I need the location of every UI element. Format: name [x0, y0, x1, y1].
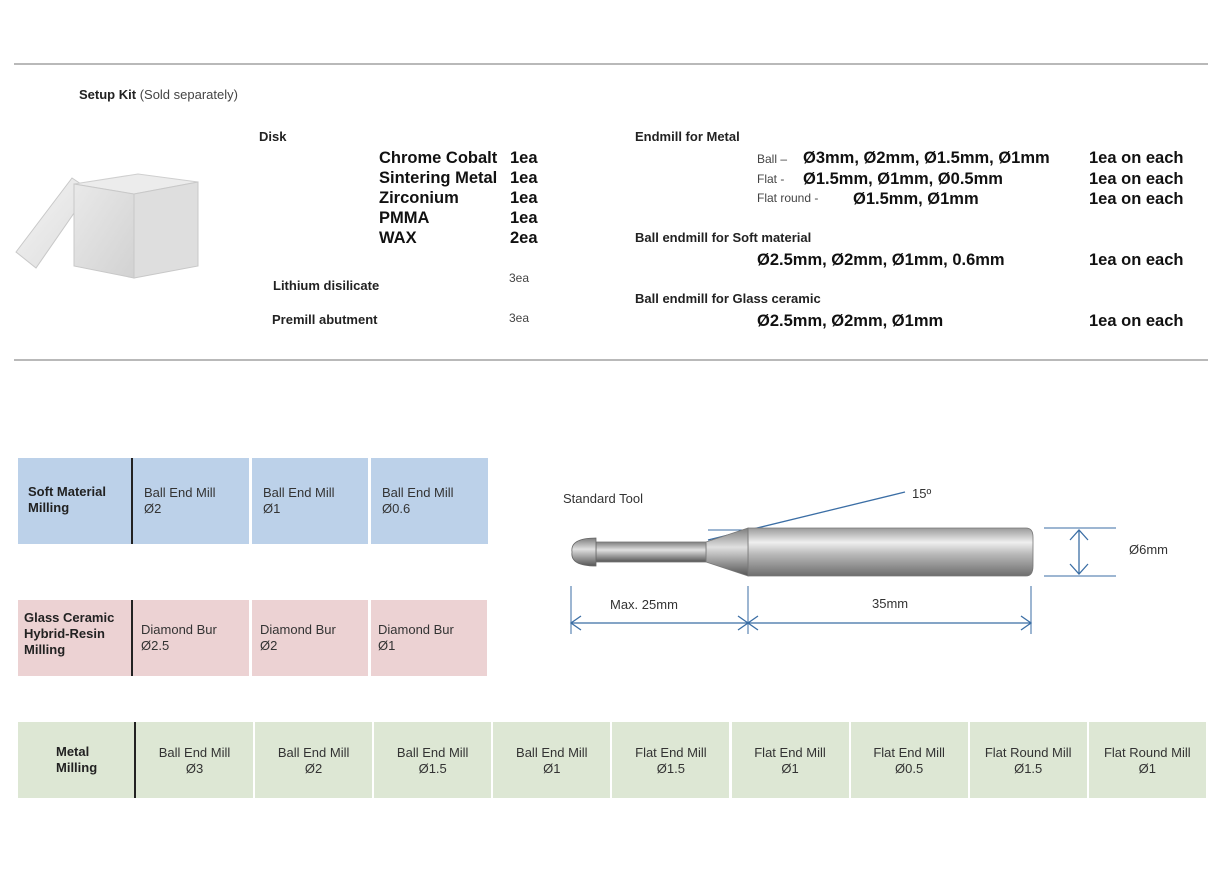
tool-max-length-label: Max. 25mm	[610, 597, 678, 612]
disk-item-qty: 1ea	[510, 189, 538, 207]
endmill-qty: 1ea on each	[1089, 149, 1184, 167]
metal-table-cell: Flat End Mill Ø0.5	[851, 722, 968, 798]
middle-rule	[14, 359, 1208, 361]
metal-table-cell: Ball End Mill Ø1.5	[374, 722, 491, 798]
ball-glass-sizes: Ø2.5mm, Ø2mm, Ø1mm	[757, 312, 944, 330]
soft-table-cell: Ball End Mill Ø1	[252, 458, 368, 544]
metal-table-header: Metal Milling	[18, 722, 134, 798]
endmill-qty: 1ea on each	[1089, 170, 1184, 188]
endmill-type: Flat round -	[757, 191, 819, 205]
glass-table-cell: Diamond Bur Ø2	[252, 600, 368, 676]
metal-table-cell: Ball End Mill Ø1	[493, 722, 610, 798]
top-rule	[14, 63, 1208, 65]
glass-table-header: Glass Ceramic Hybrid-Resin Milling	[18, 600, 131, 676]
ball-glass-label: Ball endmill for Glass ceramic	[635, 291, 821, 306]
metal-table-cell: Ball End Mill Ø3	[136, 722, 253, 798]
soft-table-cell: Ball End Mill Ø0.6	[371, 458, 488, 544]
end-mill-tool-diagram	[560, 480, 1140, 640]
endmill-type: Flat -	[757, 172, 785, 186]
ball-soft-label: Ball endmill for Soft material	[635, 230, 812, 245]
endmill-type: Ball –	[757, 152, 788, 166]
disk-item-qty: 1ea	[510, 149, 538, 167]
tool-shank-length-label: 35mm	[872, 596, 909, 611]
disk-item-name: WAX	[379, 229, 417, 247]
disk-item-name: Sintering Metal	[379, 169, 498, 187]
metal-table-cell: Flat Round Mill Ø1.5	[970, 722, 1087, 798]
disk-item-name: Zirconium	[379, 189, 459, 207]
endmill-qty: 1ea on each	[1089, 190, 1184, 208]
endmill-sizes: Ø3mm, Ø2mm, Ø1.5mm, Ø1mm	[803, 149, 1050, 167]
lithium-disilicate-label: Lithium disilicate	[273, 278, 380, 293]
endmill-sizes: Ø1.5mm, Ø1mm	[853, 190, 979, 208]
ball-soft-sizes: Ø2.5mm, Ø2mm, Ø1mm, 0.6mm	[757, 251, 1005, 269]
premill-abutment-label: Premill abutment	[272, 312, 378, 327]
metal-table-cell: Ball End Mill Ø2	[255, 722, 372, 798]
disk-item-qty: 1ea	[510, 169, 538, 187]
premill-abutment-qty: 3ea	[509, 311, 530, 325]
endmill-metal-label: Endmill for Metal	[635, 129, 740, 144]
tool-diameter-label: Ø6mm	[1129, 542, 1168, 557]
metal-table-cell: Flat End Mill Ø1	[732, 722, 849, 798]
glass-table-cell: Diamond Bur Ø1	[371, 600, 487, 676]
disk-item-qty: 1ea	[510, 209, 538, 227]
disk-item-name: PMMA	[379, 209, 430, 227]
box-icon	[12, 168, 202, 280]
tool-caption: Standard Tool	[563, 491, 643, 506]
glass-table-cell: Diamond Bur Ø2.5	[133, 600, 249, 676]
soft-table-cell: Ball End Mill Ø2	[133, 458, 249, 544]
tool-angle-label: 15º	[912, 486, 932, 501]
ball-glass-qty: 1ea on each	[1089, 312, 1184, 330]
ball-soft-qty: 1ea on each	[1089, 251, 1184, 269]
disk-item-qty: 2ea	[510, 229, 538, 247]
metal-table-cell: Flat Round Mill Ø1	[1089, 722, 1206, 798]
soft-table-header: Soft Material Milling	[18, 458, 131, 544]
lithium-disilicate-qty: 3ea	[509, 271, 530, 285]
disk-label: Disk	[259, 129, 287, 144]
setup-kit-title: Setup Kit (Sold separately)	[79, 87, 238, 102]
disk-item-name: Chrome Cobalt	[379, 149, 498, 167]
metal-table-cell: Flat End Mill Ø1.5	[612, 722, 729, 798]
endmill-sizes: Ø1.5mm, Ø1mm, Ø0.5mm	[803, 170, 1003, 188]
